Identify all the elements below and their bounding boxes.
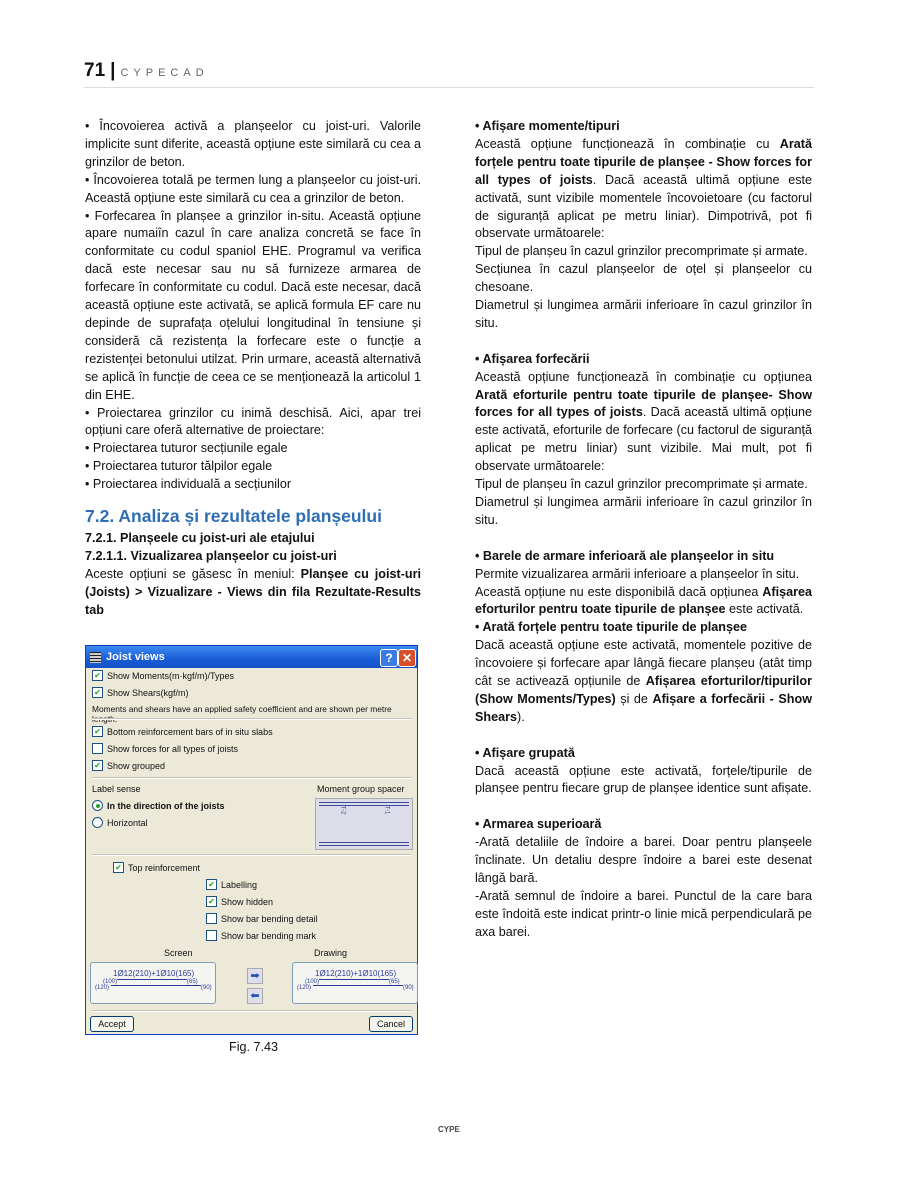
text: Această opțiune funcționează în combinație cu opțiunea (475, 369, 812, 384)
spacer (475, 333, 812, 351)
text: • Forfecarea în planșee a grinzilor in-situ. Această opțiune apare numaiîn cazul în care analiza concretă se face în conformitate cu codul spaniol EHE. Programul va verifica dacă este necesar sau nu să furnizeze armarea de forfecare în conformitate cu codul. Dacă este necesar, dacă această opțiune este activată, se aplică formula EF care nu depinde de suprafața oțelului longitudinal în tensiune și consideră că rezistența la forfecare este o funcție a rezistenței betonului utilzat. Prin urmare, această alternativă se aplică în funcție de ceea ce se menționează la articolul 1 din EHE. (85, 208, 421, 402)
bold-text: • Barele de armare inferioară ale planșeelor in situ (475, 548, 775, 563)
preview-label: (90) (201, 985, 212, 991)
checkbox-icon: ✔ (92, 760, 103, 771)
checkbox-label: Labelling (221, 879, 258, 890)
paragraph (475, 118, 812, 136)
paragraph (475, 548, 812, 566)
joist-views-dialog (85, 645, 418, 1035)
text: • Proiectarea tuturor tălpilor egale (85, 459, 273, 474)
text: Diametrul și lungimea armării inferioare în cazul grinzilor în situ. (475, 495, 812, 527)
header-separator: | (110, 60, 116, 81)
text: • Proiectarea grinzilor cu inimă deschisă. Aici, apar trei opțiuni care oferă alternative de proiectare: (85, 405, 421, 438)
bold-text: • Afișare grupată (475, 745, 575, 760)
paragraph (475, 816, 812, 834)
spacer-label: T-1 (383, 805, 390, 815)
label-sense-label: Label sense (92, 784, 141, 794)
bold-text: Afișarea eforturilor pentru toate tipurile de planșee (475, 584, 812, 617)
paragraph (85, 476, 421, 494)
text: Tipul de planșeu în cazul grinzilor precomprimate și armate. (475, 477, 808, 492)
radio-direction-of-joists[interactable] (92, 800, 225, 811)
show-forces-checkbox[interactable] (92, 743, 238, 754)
text: • Încovoierea activă a planșeelor cu joist-uri. Valorile implicite sunt diferite, această opțiune este similară cu cea a grinzilor de beton. (85, 119, 421, 169)
text: Secțiunea în cazul planșeelor de oțel și planșeelor cu chesoane. (475, 262, 812, 295)
checkbox-icon: ✔ (206, 896, 217, 907)
paragraph (85, 548, 421, 566)
checkbox-icon: ✔ (92, 670, 103, 681)
checkbox-icon: ✔ (92, 687, 103, 698)
paragraph (475, 745, 812, 763)
rebar-line (313, 985, 403, 986)
spacer (475, 727, 812, 745)
spacer-label: T-2 (339, 805, 346, 815)
page-header (84, 60, 209, 82)
radio-label: Horizontal (107, 817, 148, 828)
text: Această opțiune nu este disponibilă dacă opțiunea (475, 584, 763, 599)
paragraph (475, 584, 812, 620)
bold-text: Afișarea eforturilor/tipurilor (Show Moments/Types) (475, 674, 812, 706)
checkbox-icon: ✔ (113, 862, 124, 873)
radio-label: In the direction of the joists (107, 800, 225, 811)
preview-label: (120) (297, 985, 312, 991)
bold-text: 7.2.1. Planșeele cu joist-uri ale etajului (85, 531, 315, 546)
show-shears-checkbox[interactable] (92, 687, 189, 698)
checkbox-label: Show bar bending mark (221, 930, 317, 941)
checkbox-label: Show Shears(kgf/m) (107, 687, 189, 698)
paragraph (475, 888, 812, 942)
cancel-button[interactable]: Cancel (369, 1016, 413, 1032)
paragraph (475, 494, 812, 530)
bold-text: Afișare a forfecării - Show Shears (475, 691, 812, 724)
preview-label: (90) (403, 985, 414, 991)
accept-button[interactable]: Accept (90, 1016, 134, 1032)
right-column (475, 118, 812, 942)
bar-bending-detail-checkbox[interactable] (206, 913, 318, 924)
checkbox-icon (206, 930, 217, 941)
preview-label: (120) (95, 985, 110, 991)
bold-text: 7.2.1.1. Vizualizarea planșeelor cu joist-uri (85, 548, 337, 563)
checkbox-icon: ✔ (206, 879, 217, 890)
paragraph (85, 208, 421, 405)
text: . Dacă această ultimă opțiune este activată, sunt vizibile momentele încovoietoare (cu factorul de siguranță aplicat pe metru liniar). Dimpotrivă, pot fi observate următoarele: (475, 172, 812, 241)
screen-preview[interactable] (90, 962, 216, 1004)
bold-text: • Afișarea forfecării (475, 351, 590, 366)
checkbox-label: Show bar bending detail (221, 913, 318, 924)
checkbox-label: Show Moments(m·kgf/m)/Types (107, 670, 235, 681)
checkbox-label: Show forces for all types of joists (107, 743, 239, 754)
text: și de (615, 691, 653, 706)
header-brand: CYPECAD (120, 67, 209, 79)
text: Tipul de planșeu în cazul grinzilor precomprimate și armate. (475, 244, 808, 259)
paragraph (85, 566, 421, 620)
text: -Arată detaliile de îndoire a barei. Doar pentru planșeele înclinate. Un detaliu despre îndoire a barei este desenat lângă bară. (475, 835, 812, 885)
preview-label: (65) (187, 979, 198, 985)
bold-text: Arată forțele pentru toate tipurile de planșee - Show forces for all types of joists (475, 136, 812, 187)
checkbox-label: Show hidden (221, 896, 274, 907)
labelling-checkbox[interactable] (206, 879, 257, 890)
footer-brand: CYPE (438, 1125, 460, 1134)
paragraph (85, 172, 421, 208)
section-heading: 7.2. Analiza și rezultatele planșeului (85, 506, 382, 527)
checkbox-icon (92, 743, 103, 754)
paragraph (475, 566, 812, 584)
paragraph (475, 834, 812, 888)
header-rule (84, 87, 814, 88)
rebar-line (111, 985, 201, 986)
bold-text: Arată eforturile pentru toate tipurile de planșee- Show forces for all types of joists (475, 387, 812, 420)
paragraph (85, 458, 421, 476)
radio-icon (92, 800, 103, 811)
subsection-paragraphs (85, 530, 421, 620)
top-reinforcement-checkbox[interactable] (113, 862, 200, 873)
paragraph (475, 351, 812, 369)
paragraph (475, 476, 812, 494)
checkbox-label: Show grouped (107, 760, 166, 771)
checkbox-label: Top reinforcement (128, 862, 201, 873)
text: • Proiectarea tuturor secțiunile egale (85, 441, 288, 456)
bar-bending-mark-checkbox[interactable] (206, 930, 316, 941)
paragraph (85, 118, 421, 172)
right-paragraphs (475, 118, 812, 942)
preview-label: 1Ø12(210)+1Ø10(165) (113, 969, 195, 978)
copy-to-screen-button[interactable]: ⬅ (247, 988, 263, 1004)
page-number: 71 (84, 60, 106, 81)
bottom-reinforcement-checkbox[interactable] (92, 726, 273, 737)
dialog-titlebar (86, 646, 417, 668)
text: Dacă această opțiune este activată, momentele pozitive de încovoiere și forfecare apar lângă fiecare planșeu (atât timp cât se activează opțiunile de (475, 638, 812, 689)
left-column (85, 118, 421, 620)
preview-label: (65) (389, 979, 400, 985)
radio-horizontal[interactable] (92, 817, 148, 828)
preview-label: 1Ø12(210)+1Ø10(165) (315, 969, 397, 978)
text: • Proiectarea individuală a secțiunilor (85, 477, 292, 492)
rebar-line (319, 979, 389, 980)
rebar-line (117, 979, 187, 980)
text: • Încovoierea totală pe termen lung a planșeelor cu joist-uri. Această opțiune este similară cu cea a grinzilor de beton. (85, 172, 421, 205)
text: Diametrul și lungimea armării inferioare în cazul grinzilor în situ. (475, 298, 812, 330)
text: este activată. (725, 602, 804, 617)
close-button[interactable]: ✕ (398, 649, 416, 667)
bold-text: • Arată forțele pentru toate tipurile de planșee (475, 620, 747, 635)
moment-group-spacer-label: Moment group spacer (317, 784, 405, 794)
paragraph (475, 619, 812, 637)
show-grouped-checkbox[interactable] (92, 760, 165, 771)
spacer (475, 530, 812, 548)
preview-label: (100) (103, 979, 118, 985)
spacer (475, 798, 812, 816)
checkbox-label: Bottom reinforcement bars of in situ slabs (107, 726, 273, 737)
note-text: Moments and shears have an applied safety coefficient and are shown per metre (92, 704, 392, 714)
text: -Arată semnul de îndoire a barei. Punctul de la care bara este îndoită este indicat printr-o linie mică perpendiculară pe axa barei. (475, 888, 812, 939)
app-icon (90, 652, 101, 663)
drawing-label: Drawing (314, 948, 348, 958)
help-button[interactable]: ? (380, 649, 398, 667)
text: Dacă această opțiune este activată, forțele/tipurile de planșee pentru fiecare grup de planșee identice sunt afișate. (475, 763, 812, 796)
text: Această opțiune funcționează în combinație cu (475, 136, 780, 151)
paragraph (475, 297, 812, 333)
separator (92, 718, 411, 720)
copy-to-drawing-button[interactable]: ➡ (247, 968, 263, 984)
drawing-preview[interactable] (292, 962, 418, 1004)
radio-icon (92, 817, 103, 828)
text: Aceste opțiuni se găsesc în meniul: (85, 566, 301, 581)
screen-label: Screen (164, 948, 193, 958)
paragraph (475, 637, 812, 727)
text: ). (517, 709, 525, 724)
bold-text: • Afișare momente/tipuri (475, 119, 620, 133)
bold-text: Planșee cu joist-uri (Joists) > Vizualizare - Views din fila Rezultate-Results tab (85, 566, 421, 617)
show-moments-checkbox[interactable] (92, 670, 234, 681)
separator (92, 854, 411, 856)
moment-group-spacer-preview[interactable] (315, 798, 413, 850)
show-hidden-checkbox[interactable] (206, 896, 273, 907)
paragraph (475, 243, 812, 261)
dialog-title: Joist views (106, 651, 165, 663)
paragraph (85, 440, 421, 458)
paragraph (475, 261, 812, 297)
paragraph (85, 405, 421, 441)
paragraph (475, 369, 812, 476)
text: Permite vizualizarea armării inferioare a planșeelor în situ. (475, 566, 800, 581)
separator (92, 777, 411, 779)
text: . Dacă această ultimă opțiune este activată, eforturile de forfecare (cu factorul de siguranță aplicat pe metru liniar) sunt vizibile. Mai mult, pot fi observate următoarele: (475, 405, 812, 474)
left-paragraphs (85, 118, 421, 494)
checkbox-icon: ✔ (92, 726, 103, 737)
bold-text: • Armarea superioară (475, 817, 602, 832)
checkbox-icon (206, 913, 217, 924)
paragraph (85, 530, 421, 548)
figure-caption: Fig. 7.43 (229, 1040, 279, 1054)
paragraph (475, 763, 812, 799)
paragraph (475, 136, 812, 243)
preview-label: (100) (305, 979, 320, 985)
separator (92, 1010, 411, 1012)
